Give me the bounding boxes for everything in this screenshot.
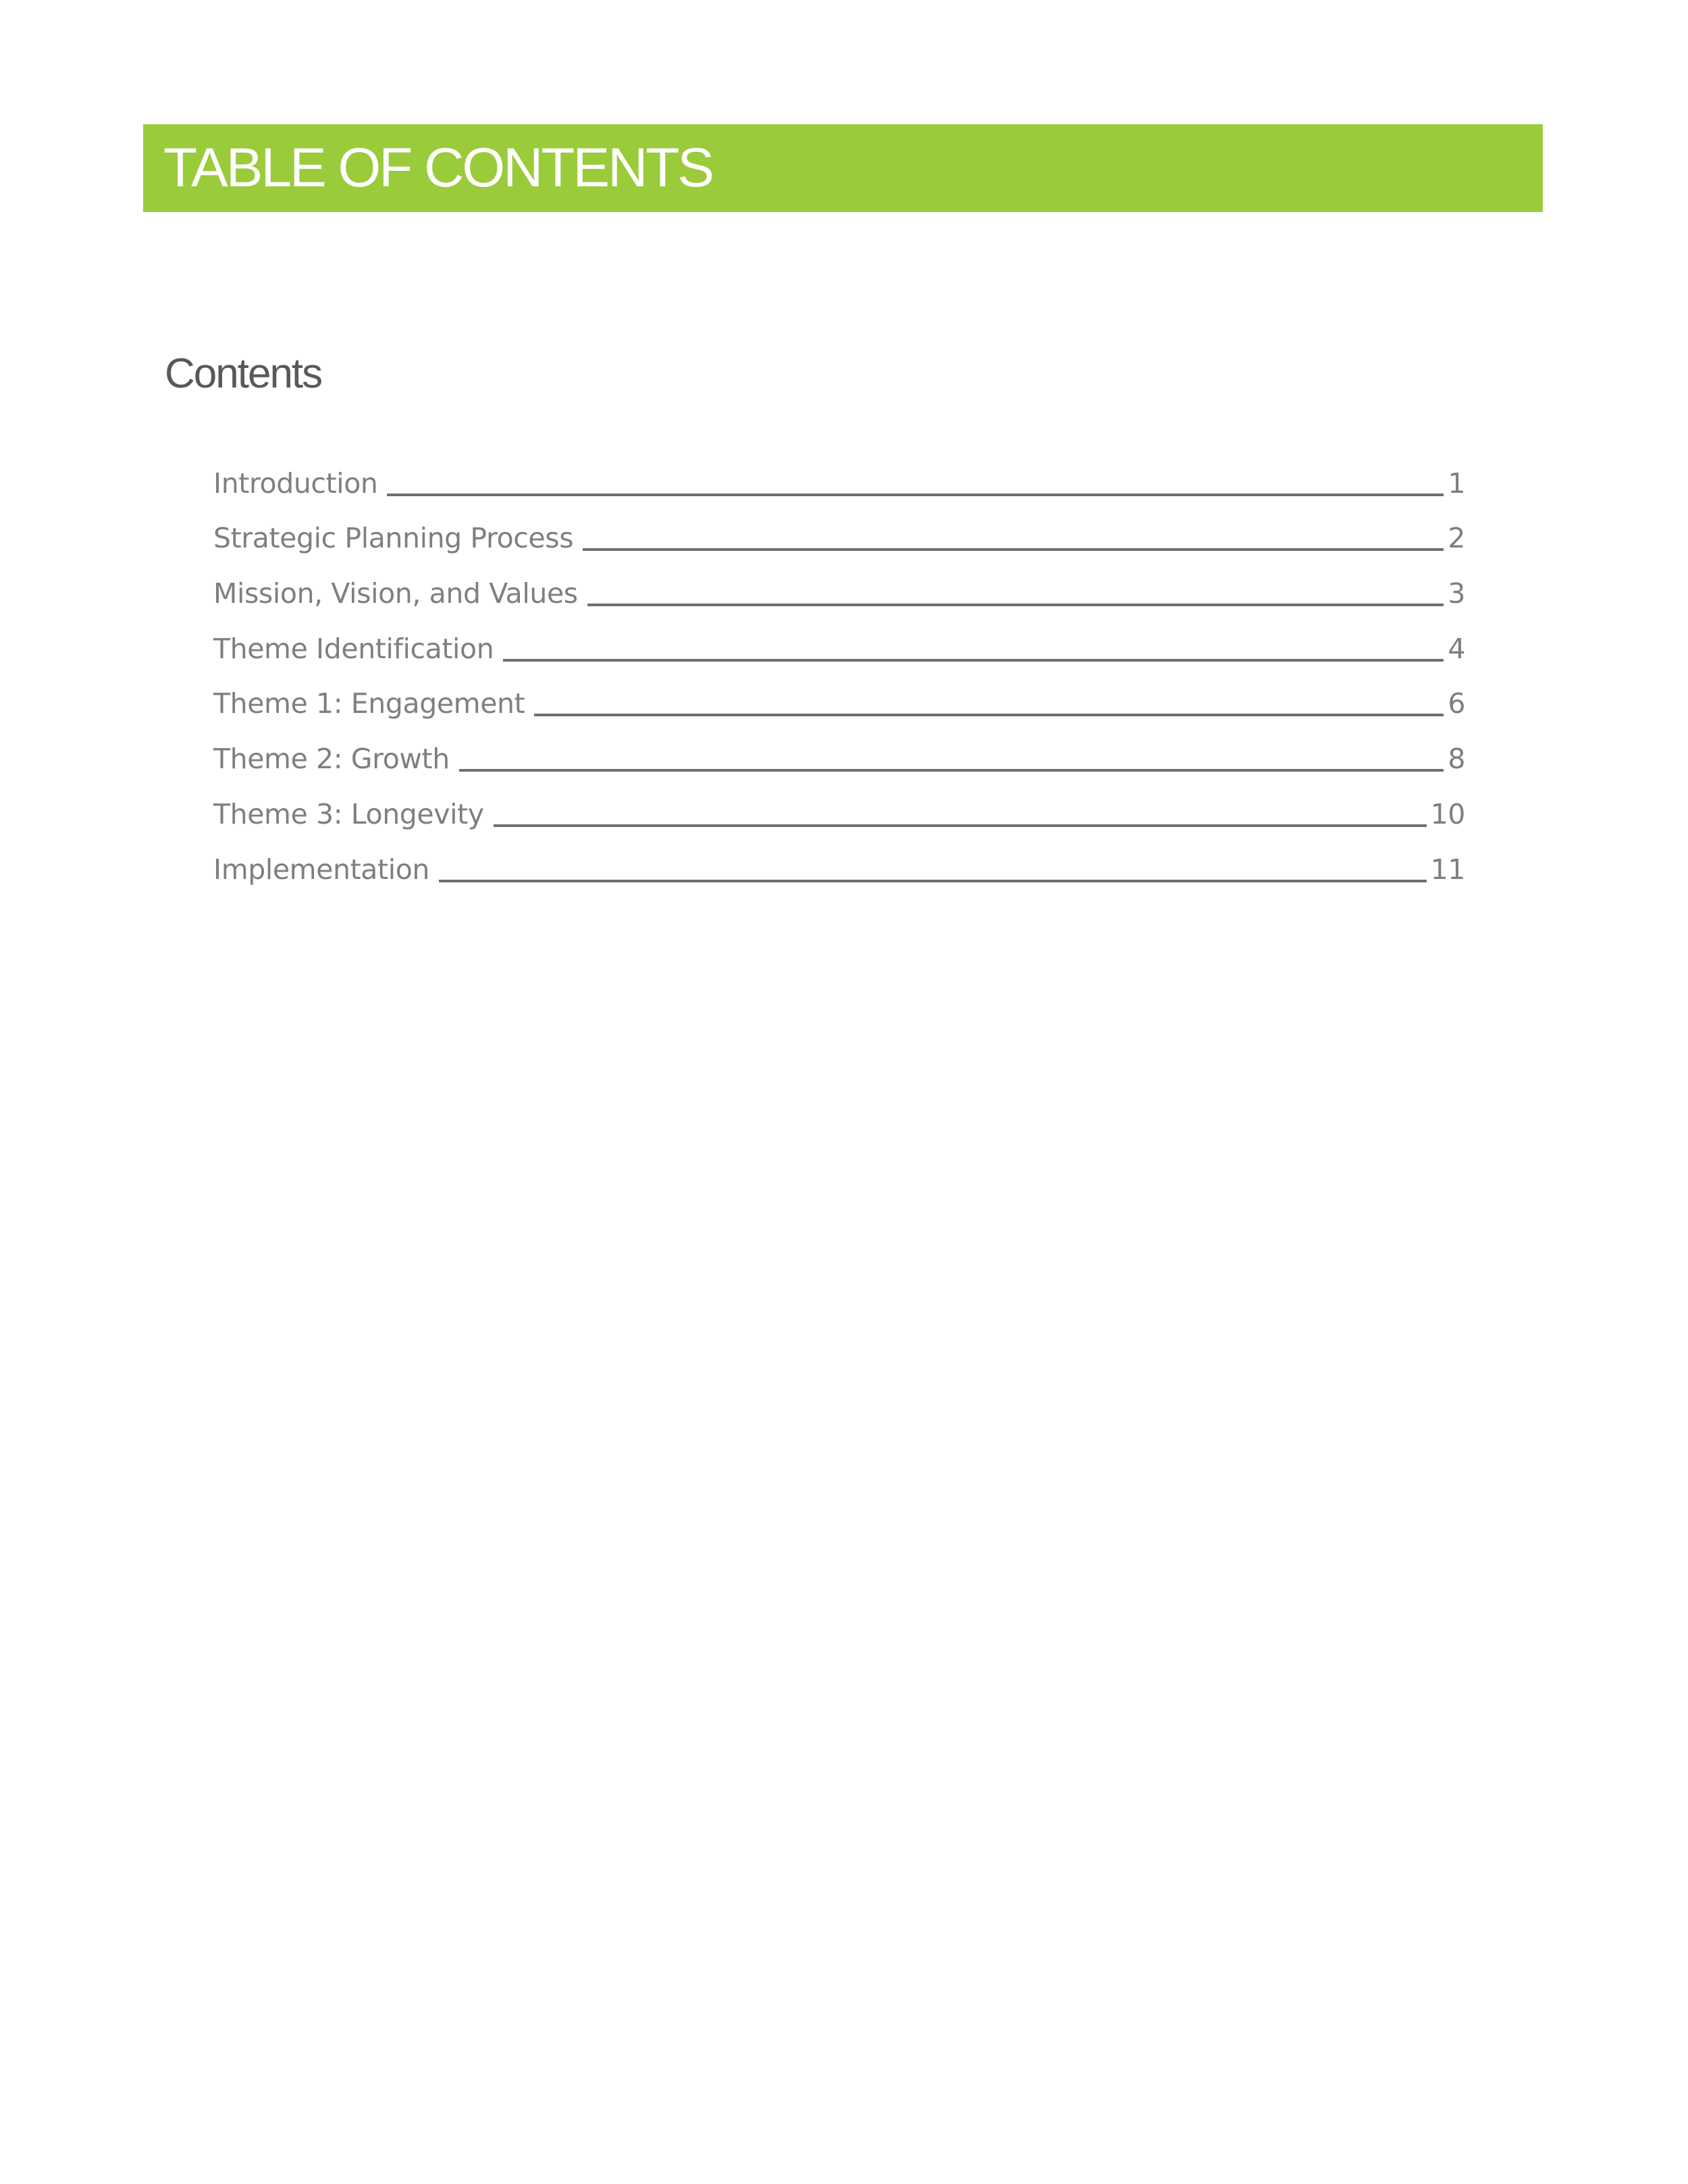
toc-entry-mission-vision-values[interactable] <box>213 557 1465 612</box>
title-banner <box>143 124 1543 212</box>
toc-entry-implementation[interactable] <box>213 833 1465 888</box>
toc-entry-theme-2-growth[interactable] <box>213 722 1465 778</box>
toc-leader-line <box>459 769 1444 772</box>
toc-entry-page: 10 <box>1430 797 1465 830</box>
toc-leader-line <box>494 824 1427 827</box>
toc-entry-title: Theme Identification <box>213 632 494 665</box>
toc-entry-page: 11 <box>1430 853 1465 886</box>
toc-entry-title: Implementation <box>213 853 429 886</box>
toc-entry-title: Theme 2: Growth <box>213 743 450 776</box>
toc-entry-title: Strategic Planning Process <box>213 522 574 555</box>
toc-list <box>213 447 1465 888</box>
toc-entry-page: 1 <box>1448 467 1465 500</box>
toc-entry-title: Introduction <box>213 467 378 500</box>
toc-entry-theme-identification[interactable] <box>213 612 1465 668</box>
page-title: TABLE OF CONTENTS <box>163 137 713 198</box>
toc-entry-page: 2 <box>1448 522 1465 555</box>
toc-entry-title: Theme 3: Longevity <box>213 797 484 830</box>
toc-entry-theme-3-longevity[interactable] <box>213 778 1465 833</box>
toc-entry-page: 8 <box>1448 743 1465 776</box>
contents-heading: Contents <box>165 350 322 397</box>
toc-entry-strategic-planning-process[interactable] <box>213 502 1465 558</box>
toc-entry-introduction[interactable] <box>213 447 1465 502</box>
toc-leader-line <box>387 494 1444 496</box>
toc-entry-title: Mission, Vision, and Values <box>213 577 578 610</box>
toc-leader-line <box>587 604 1444 606</box>
toc-entry-page: 3 <box>1448 577 1465 610</box>
toc-leader-line <box>503 659 1444 662</box>
toc-leader-line <box>439 880 1427 882</box>
toc-entry-theme-1-engagement[interactable] <box>213 668 1465 723</box>
toc-entry-title: Theme 1: Engagement <box>213 687 525 720</box>
toc-leader-line <box>534 714 1444 716</box>
toc-leader-line <box>583 548 1444 551</box>
toc-entry-page: 6 <box>1448 687 1465 720</box>
toc-entry-page: 4 <box>1448 632 1465 665</box>
